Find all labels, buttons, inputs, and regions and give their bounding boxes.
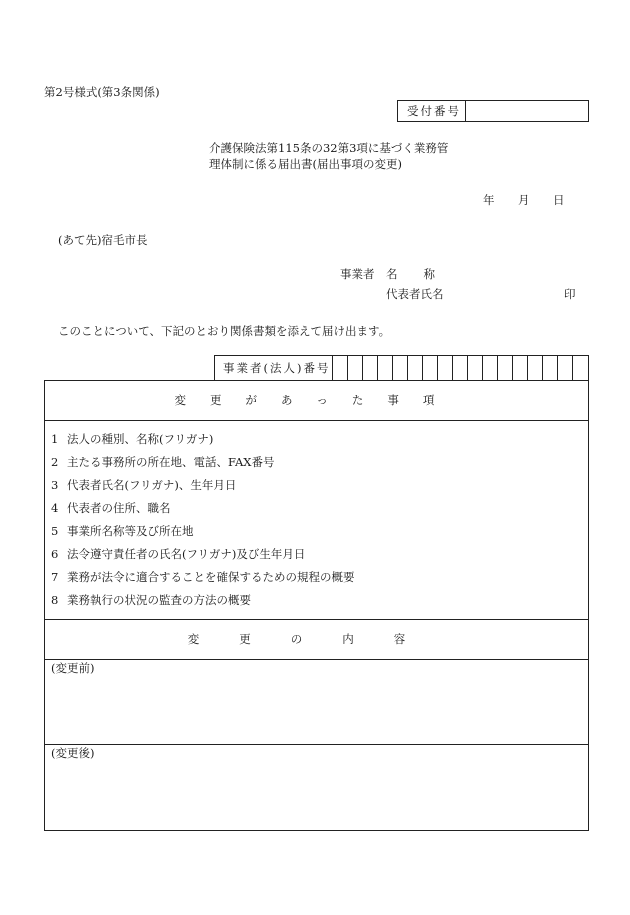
business-number-row: [214, 355, 589, 380]
after-field[interactable]: [51, 762, 581, 824]
changes-table: [44, 380, 589, 831]
list-item[interactable]: 3 代表者氏名(フリガナ)、生年月日: [51, 478, 237, 492]
before-field[interactable]: [51, 677, 581, 739]
receipt-number-box: [397, 100, 589, 122]
list-item[interactable]: 7 業務が法令に適合することを確保するための規程の概要: [51, 570, 355, 584]
list-item[interactable]: 4 代表者の住所、職名: [51, 501, 171, 515]
list-item[interactable]: 6 法令遵守責任者の氏名(フリガナ)及び生年月日: [51, 547, 306, 561]
list-item[interactable]: 1 法人の種別、名称(フリガナ): [51, 432, 214, 446]
addressee: (あて先)宿毛市長: [58, 233, 148, 247]
form-title-line1: 介護保険法第115条の32第3項に基づく業務管: [209, 141, 449, 155]
list-item[interactable]: 5 事業所名称等及び所在地: [51, 524, 194, 538]
form-number: 第2号様式(第3条関係): [44, 85, 160, 99]
date-month-label: 月: [518, 193, 530, 207]
receipt-number-label: 受付番号: [407, 104, 461, 118]
seal-mark: 印: [564, 287, 576, 301]
after-label: (変更後): [51, 746, 95, 760]
date-year-label: 年: [483, 193, 495, 207]
form-title-line2: 理体制に係る届出書(届出事項の変更): [209, 157, 402, 171]
business-label: 事業者: [340, 267, 375, 281]
changed-items-header-wrap: [45, 395, 588, 407]
intro-text: このことについて、下記のとおり関係書類を添えて届け出ます。: [58, 324, 391, 338]
before-label: (変更前): [51, 661, 95, 675]
change-content-header: 変更の内容: [187, 632, 446, 646]
list-item[interactable]: 2 主たる事務所の所在地、電話、FAX番号: [51, 455, 275, 469]
name-label: 名 称: [386, 267, 436, 281]
list-item[interactable]: 8 業務執行の状況の監査の方法の概要: [51, 593, 251, 607]
date-day-label: 日: [553, 193, 565, 207]
changed-items-header: 変更があった事項: [174, 393, 459, 407]
representative-label: 代表者氏名: [386, 287, 444, 301]
change-content-header-wrap: [45, 634, 588, 646]
business-number-label: 事業者(法人)番号: [223, 361, 331, 375]
